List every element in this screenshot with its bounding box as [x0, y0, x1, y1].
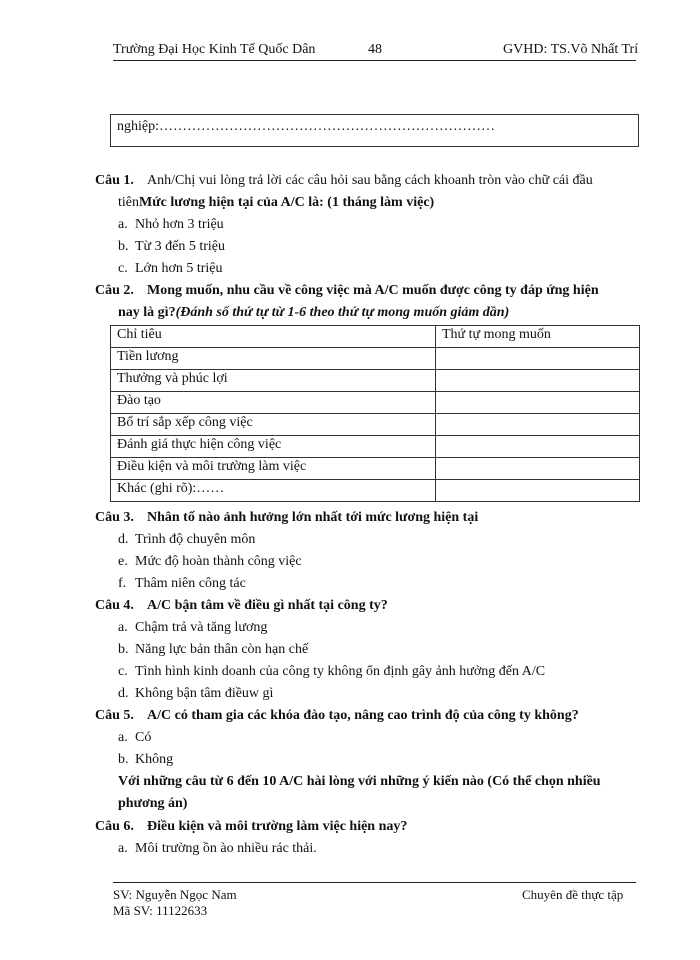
option-text: Mức độ hoàn thành công việc — [135, 554, 302, 569]
q6-text: Điều kiện và môi trường làm việc hiện nay? — [147, 819, 408, 834]
q2-line2 — [118, 304, 509, 322]
option-text: Không bận tâm điềuw gì — [135, 686, 274, 701]
table-cell-rank[interactable] — [436, 370, 640, 392]
option-text: Thâm niên công tác — [135, 576, 246, 591]
option-letter: d. — [118, 686, 129, 701]
table-cell-rank[interactable] — [436, 480, 640, 502]
option-letter: c. — [118, 261, 128, 276]
q5-text: A/C có tham gia các khóa đào tạo, nâng cao trình độ của công ty không? — [147, 708, 579, 723]
footer-student-id: Mã SV: 11122633 — [113, 903, 208, 918]
option-text: Từ 3 đến 5 triệu — [135, 239, 226, 254]
option-text: Nhỏ hơn 3 triệu — [135, 217, 224, 232]
header-advisor: GVHD: TS.Võ Nhất Trí — [503, 42, 639, 57]
q3-number: Câu 3. — [95, 510, 134, 525]
q3-text: Nhân tố nào ảnh hưởng lớn nhất tới mức lương hiện tại — [147, 510, 479, 525]
q2-text-1: Mong muốn, nhu cầu về công việc mà A/C muốn được công ty đáp ứng hiện — [147, 283, 599, 298]
table-cell-rank[interactable] — [436, 392, 640, 414]
option-letter: a. — [118, 620, 128, 635]
table-cell-criteria: Đào tạo — [111, 392, 436, 414]
q1-line2 — [118, 194, 434, 212]
table-cell-criteria: Điều kiện và môi trường làm việc — [111, 458, 436, 480]
table-header-rank: Thứ tự mong muốn — [436, 326, 640, 348]
option-letter: b. — [118, 642, 129, 657]
q4-option-c — [118, 663, 545, 681]
option-text: Chậm trả và tăng lương — [135, 620, 268, 635]
q4-number: Câu 4. — [95, 598, 134, 613]
option-letter: a. — [118, 217, 128, 232]
option-letter: e. — [118, 554, 128, 569]
option-text: Có — [135, 730, 152, 745]
q5-option-a — [118, 729, 151, 747]
q4-line — [95, 597, 388, 615]
footer-right: Chuyên đề thực tập — [522, 887, 624, 902]
table-row — [111, 392, 640, 414]
q1-option-b — [118, 238, 225, 256]
option-letter: f. — [118, 576, 127, 591]
table-cell-rank[interactable] — [436, 458, 640, 480]
header-page-number: 48 — [368, 42, 382, 57]
option-letter: d. — [118, 532, 129, 547]
q5-number: Câu 5. — [95, 708, 134, 723]
q1-option-c — [118, 260, 223, 278]
header-school: Trường Đại Học Kinh Tế Quốc Dân — [113, 42, 316, 57]
table-cell-criteria: Đánh giá thực hiện công việc — [111, 436, 436, 458]
option-letter: b. — [118, 752, 129, 767]
table-cell-criteria: Khác (ghi rõ):…… — [111, 480, 436, 502]
header-rule — [113, 60, 636, 61]
q6-line — [95, 818, 407, 836]
option-letter: a. — [118, 841, 128, 856]
table-cell-criteria: Tiền lương — [111, 348, 436, 370]
table-header-criteria: Chỉ tiêu — [111, 326, 436, 348]
option-text: Môi trường ồn ào nhiều rác thải. — [135, 841, 317, 856]
table-header-row — [111, 326, 640, 348]
q1-text-2-bold: Mức lương hiện tại của A/C là: (1 tháng làm việc) — [139, 195, 435, 210]
q2-line1 — [95, 282, 599, 300]
q5-line — [95, 707, 579, 725]
table-row — [111, 414, 640, 436]
option-text: Năng lực bản thân còn hạn chế — [135, 642, 309, 657]
table-row — [111, 370, 640, 392]
table-cell-rank[interactable] — [436, 348, 640, 370]
table-cell-criteria: Bố trí sắp xếp công việc — [111, 414, 436, 436]
table-row — [111, 436, 640, 458]
q3-line — [95, 509, 478, 527]
top-box — [110, 114, 639, 147]
q1-option-a — [118, 216, 224, 234]
table-cell-rank[interactable] — [436, 436, 640, 458]
q3-option-d — [118, 531, 255, 549]
q2-number: Câu 2. — [95, 283, 134, 298]
table-row — [111, 458, 640, 480]
table-row — [111, 480, 640, 502]
q2-text-2: nay là gì? — [118, 305, 176, 320]
table-row — [111, 348, 640, 370]
q3-option-f — [118, 575, 246, 593]
option-text: Trình độ chuyên môn — [135, 532, 256, 547]
option-letter: c. — [118, 664, 128, 679]
section-note-line1: Với những câu từ 6 đến 10 A/C hài lòng với những ý kiến nào (Có thể chọn nhiều — [118, 774, 601, 789]
q2-text-2-italic: (Đánh số thứ tự từ 1-6 theo thứ tự mong muốn giảm dần) — [175, 305, 510, 320]
q4-text: A/C bận tâm về điều gì nhất tại công ty? — [147, 598, 388, 613]
table-cell-rank[interactable] — [436, 414, 640, 436]
footer-student: SV: Nguyễn Ngọc Nam — [113, 887, 237, 902]
option-text: Tình hình kinh doanh của công ty không ổn định gây ảnh hưởng đến A/C — [135, 664, 546, 679]
option-letter: a. — [118, 730, 128, 745]
table-cell-criteria: Thưởng và phúc lợi — [111, 370, 436, 392]
q1-line1 — [95, 172, 593, 190]
option-text: Lớn hơn 5 triệu — [135, 261, 223, 276]
q4-option-d — [118, 685, 273, 703]
q4-option-b — [118, 641, 308, 659]
top-box-text: nghiệp:……………………………………………………………… — [117, 119, 495, 134]
priority-table — [110, 325, 640, 502]
q1-text-1: Anh/Chị vui lòng trả lời các câu hỏi sau bằng cách khoanh tròn vào chữ cái đầu — [147, 173, 593, 188]
q3-option-e — [118, 553, 302, 571]
option-text: Không — [135, 752, 174, 767]
section-note-line2: phương án) — [118, 796, 188, 811]
q1-number: Câu 1. — [95, 173, 134, 188]
q5-option-b — [118, 751, 173, 769]
footer-rule — [113, 882, 636, 883]
option-letter: b. — [118, 239, 129, 254]
q6-option-a — [118, 840, 317, 858]
q4-option-a — [118, 619, 267, 637]
q1-text-2-plain: tiên — [118, 195, 139, 210]
q6-number: Câu 6. — [95, 819, 134, 834]
